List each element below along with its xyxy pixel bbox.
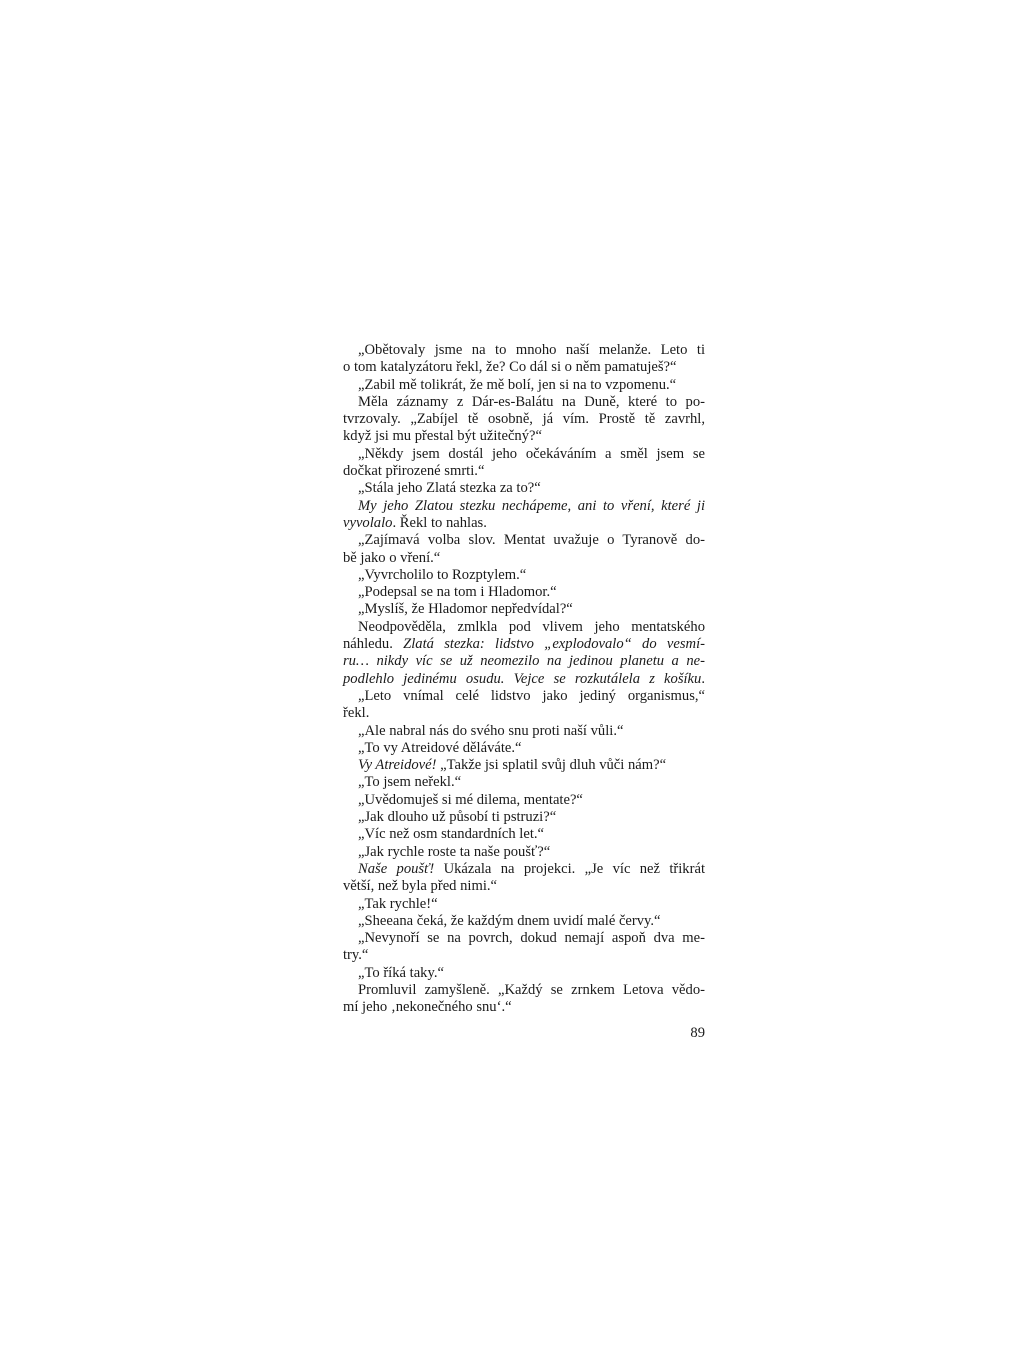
text-run: „Zabil mě tolikrát, že mě bolí, jen si na to vzpomenu.“: [358, 376, 677, 393]
text-run: dočkat přirozené smrti.“: [343, 463, 485, 480]
text-line: [343, 861, 705, 878]
text-line: [343, 463, 705, 480]
italic-text: Vy Atreidové!: [358, 757, 437, 774]
text-line: [343, 878, 705, 895]
italic-text: My jeho Zlatou stezku nechápeme, ani to vření, které ji: [358, 497, 705, 514]
text-run: Ukázala na projekci. „Je víc než třikrát: [434, 860, 705, 877]
text-line: [343, 550, 705, 567]
text-line: [343, 342, 705, 359]
book-page-text: [343, 342, 705, 1017]
page-number: 89: [690, 1025, 705, 1041]
text-line: [343, 515, 705, 532]
text-line: [343, 947, 705, 964]
text-line: [343, 359, 705, 376]
text-line: [343, 705, 705, 722]
italic-text: vyvolalo: [343, 514, 393, 531]
text-line: [343, 671, 705, 688]
text-run: „Obětovaly jsme na to mnoho naší melanže. Leto ti: [358, 342, 705, 358]
text-run: „Vyvrcholilo to Rozptylem.“: [358, 566, 527, 583]
text-run: větší, než byla před nimi.“: [343, 878, 497, 895]
text-line: [343, 774, 705, 791]
text-line: [343, 532, 705, 549]
text-run: .: [701, 670, 705, 687]
italic-text: podlehlo jedinému osudu. Vejce se rozkutálela z košíku: [343, 670, 702, 687]
text-line: [343, 930, 705, 947]
text-run: řekl.: [343, 705, 370, 722]
text-run: „Stála jeho Zlatá stezka za to?“: [358, 480, 541, 497]
text-line: [343, 965, 705, 982]
text-run: „Víc než osm standardních let.“: [358, 826, 544, 843]
text-line: [343, 584, 705, 601]
text-run: . Řekl to nahlas.: [392, 514, 487, 531]
text-line: [343, 567, 705, 584]
text-line: [343, 498, 705, 515]
text-run: bě jako o vření.“: [343, 549, 441, 566]
text-run: Neodpověděla, zmlkla pod vlivem jeho mentatského: [358, 618, 705, 635]
text-line: [343, 740, 705, 757]
text-run: „Nevynoří se na povrch, dokud nemají aspoň dva me-: [358, 930, 705, 947]
text-run: náhledu.: [343, 636, 404, 653]
text-line: [343, 982, 705, 999]
text-line: [343, 792, 705, 809]
text-run: o tom katalyzátoru řekl, že? Co dál si o něm pamatuješ?“: [343, 359, 677, 376]
text-line: [343, 446, 705, 463]
text-line: [343, 844, 705, 861]
text-run: „Zajímavá volba slov. Mentat uvažuje o Tyranově do-: [358, 532, 705, 549]
text-run: „To jsem neřekl.“: [358, 774, 462, 791]
text-run: Měla záznamy z Dár-es-Balátu na Duně, které to po-: [358, 393, 705, 410]
text-line: [343, 411, 705, 428]
text-line: [343, 636, 705, 653]
text-run: „Tak rychle!“: [358, 895, 438, 912]
text-line: [343, 688, 705, 705]
text-line: [343, 653, 705, 670]
text-run: „Sheeana čeká, že každým dnem uvidí malé červy.“: [358, 912, 661, 929]
italic-text: Zlatá stezka: lidstvo „explodovalo“ do vesmí-: [403, 636, 705, 653]
text-run: když jsi mu přestal být užitečný?“: [343, 428, 542, 445]
text-line: [343, 896, 705, 913]
text-line: [343, 428, 705, 445]
italic-text: Naše poušť!: [358, 860, 435, 877]
text-line: [343, 757, 705, 774]
text-run: „Někdy jsem dostál jeho očekáváním a směl jsem se: [358, 445, 705, 462]
text-line: [343, 394, 705, 411]
text-run: „To říká taky.“: [358, 964, 444, 981]
text-line: [343, 723, 705, 740]
text-run: „Takže jsi splatil svůj dluh vůči nám?“: [436, 757, 667, 774]
text-run: „Jak rychle roste ta naše poušť?“: [358, 843, 551, 860]
text-line: [343, 826, 705, 843]
text-line: [343, 619, 705, 636]
text-run: „To vy Atreidové děláváte.“: [358, 739, 522, 756]
text-run: „Leto vnímal celé lidstvo jako jediný organismus,“: [358, 687, 705, 704]
text-run: „Jak dlouho už působí ti pstruzi?“: [358, 809, 557, 826]
text-run: mí jeho ‚nekonečného snu‘.“: [343, 999, 512, 1016]
text-run: „Myslíš, že Hladomor nepředvídal?“: [358, 601, 573, 618]
text-run: „Podepsal se na tom i Hladomor.“: [358, 584, 557, 601]
text-line: [343, 480, 705, 497]
text-run: „Ale nabral nás do svého snu proti naší vůli.“: [358, 722, 624, 739]
text-run: „Uvědomuješ si mé dilema, mentate?“: [358, 791, 583, 808]
italic-text: ru… nikdy víc se už neomezilo na jedinou planetu a ne-: [343, 653, 705, 670]
text-line: [343, 377, 705, 394]
text-run: Promluvil zamyšleně. „Každý se zrnkem Letova vědo-: [358, 981, 705, 998]
text-run: try.“: [343, 947, 369, 964]
text-run: tvrzovaly. „Zabíjel tě osobně, já vím. Prostě tě zavrhl,: [343, 411, 705, 428]
text-line: [343, 913, 705, 930]
text-line: [343, 601, 705, 618]
text-line: [343, 999, 705, 1016]
text-line: [343, 809, 705, 826]
